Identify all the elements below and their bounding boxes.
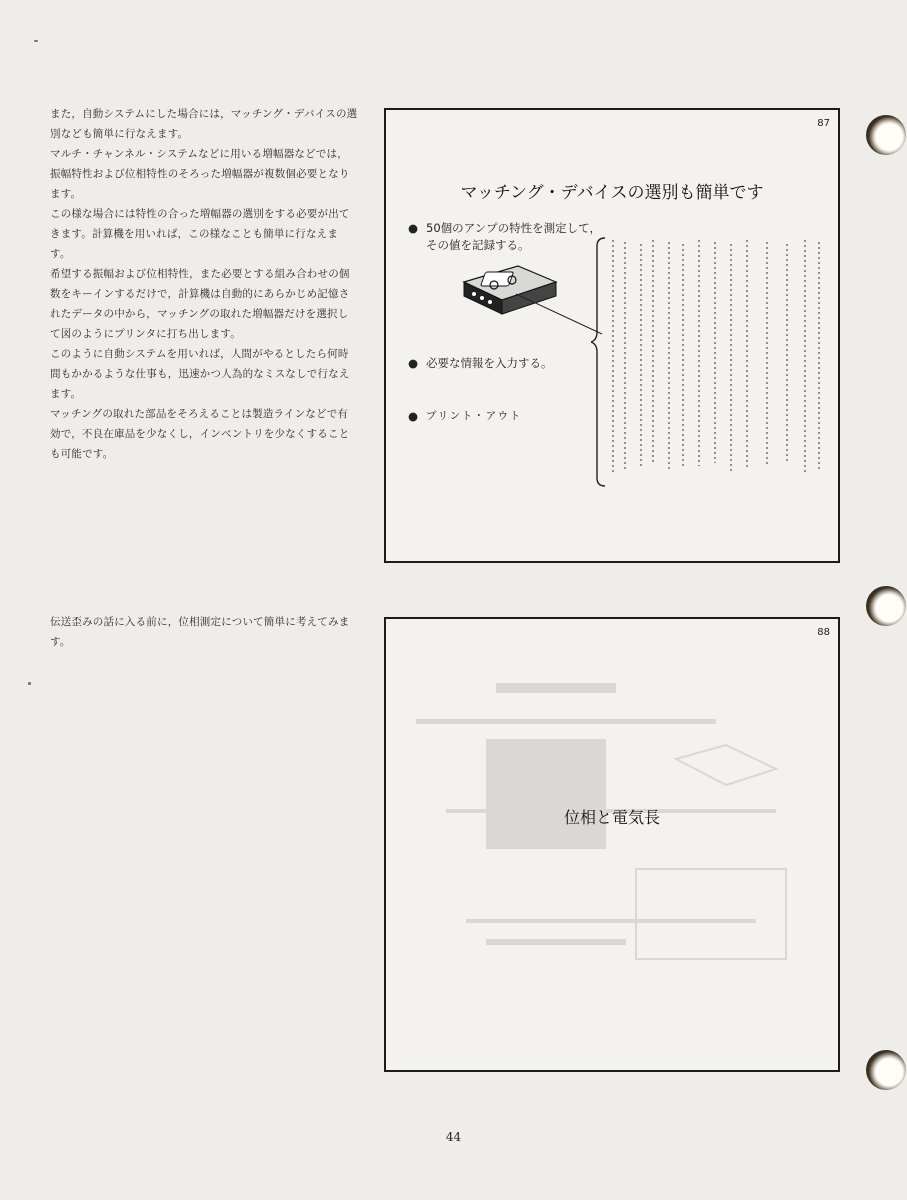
notes-paragraph: このように自動システムを用いれば，人間がやるとしたら何時間もかかるような仕事も，迅速かつ人為的なミスなしで行なえます。 — [50, 348, 350, 400]
slide-88 — [384, 617, 840, 1072]
speck-mark — [28, 682, 31, 685]
notes-top — [50, 104, 358, 464]
notes-paragraph: この様な場合には特性の合った増幅器の選別をする必要が出てきます。計算機を用いれば，この様なことも簡単に行なえます。 — [50, 208, 350, 260]
notes-paragraph: 希望する振幅および位相特性，また必要とする組み合わせの個数をキーインするだけで，計算機は自動的にあらかじめ記憶されたデータの中から，マッチングの取れた増幅器だけを選択して図のようにプリンタに打ち出します。 — [50, 268, 350, 340]
bullet-dot-icon: ● — [408, 356, 419, 370]
notes-paragraph: マルチ・チャンネル・システムなどに用いる増幅器などでは，振幅特性および位相特性のそろった増幅器が複数個必要となります。 — [50, 148, 350, 200]
slide-bullet — [408, 220, 608, 254]
bullet-dot-icon: ● — [408, 409, 419, 423]
notes-paragraph: マッチングの取れた部品をそろえることは製造ラインなどで有効で，不良在庫品を少なくし，インベントリを少なくすることも可能です。 — [50, 408, 350, 460]
bullet-text: プリント・アウト — [426, 410, 522, 422]
slide-number: 87 — [817, 118, 830, 129]
slide-number: 88 — [817, 627, 830, 638]
bullet-text: 必要な情報を入力する。 — [426, 356, 553, 370]
slide-bullet — [408, 408, 598, 425]
page-number: 44 — [445, 1130, 462, 1144]
binder-hole — [866, 1050, 906, 1090]
slide-87 — [384, 108, 840, 563]
slide-title: 位相と電気長 — [563, 808, 660, 827]
slide-bullet — [408, 355, 598, 372]
printout-illustration — [591, 232, 831, 492]
show-through-texture — [386, 619, 838, 1070]
speck-mark — [34, 40, 38, 42]
notes-bottom — [50, 612, 358, 652]
binder-hole — [866, 115, 906, 155]
notes-paragraph: また，自動システムにした場合には，マッチング・デバイスの選別なども簡単に行なえます。 — [50, 108, 358, 140]
bullet-text: 50個のアンプの特性を測定して，その値を記録する。 — [426, 221, 601, 252]
bullet-dot-icon: ● — [408, 221, 419, 235]
binder-hole — [866, 586, 906, 626]
slide-title: マッチング・デバイスの選別も簡単です — [460, 183, 764, 203]
notes-paragraph: 伝送歪みの話に入る前に，位相測定について簡単に考えてみます。 — [50, 616, 350, 648]
